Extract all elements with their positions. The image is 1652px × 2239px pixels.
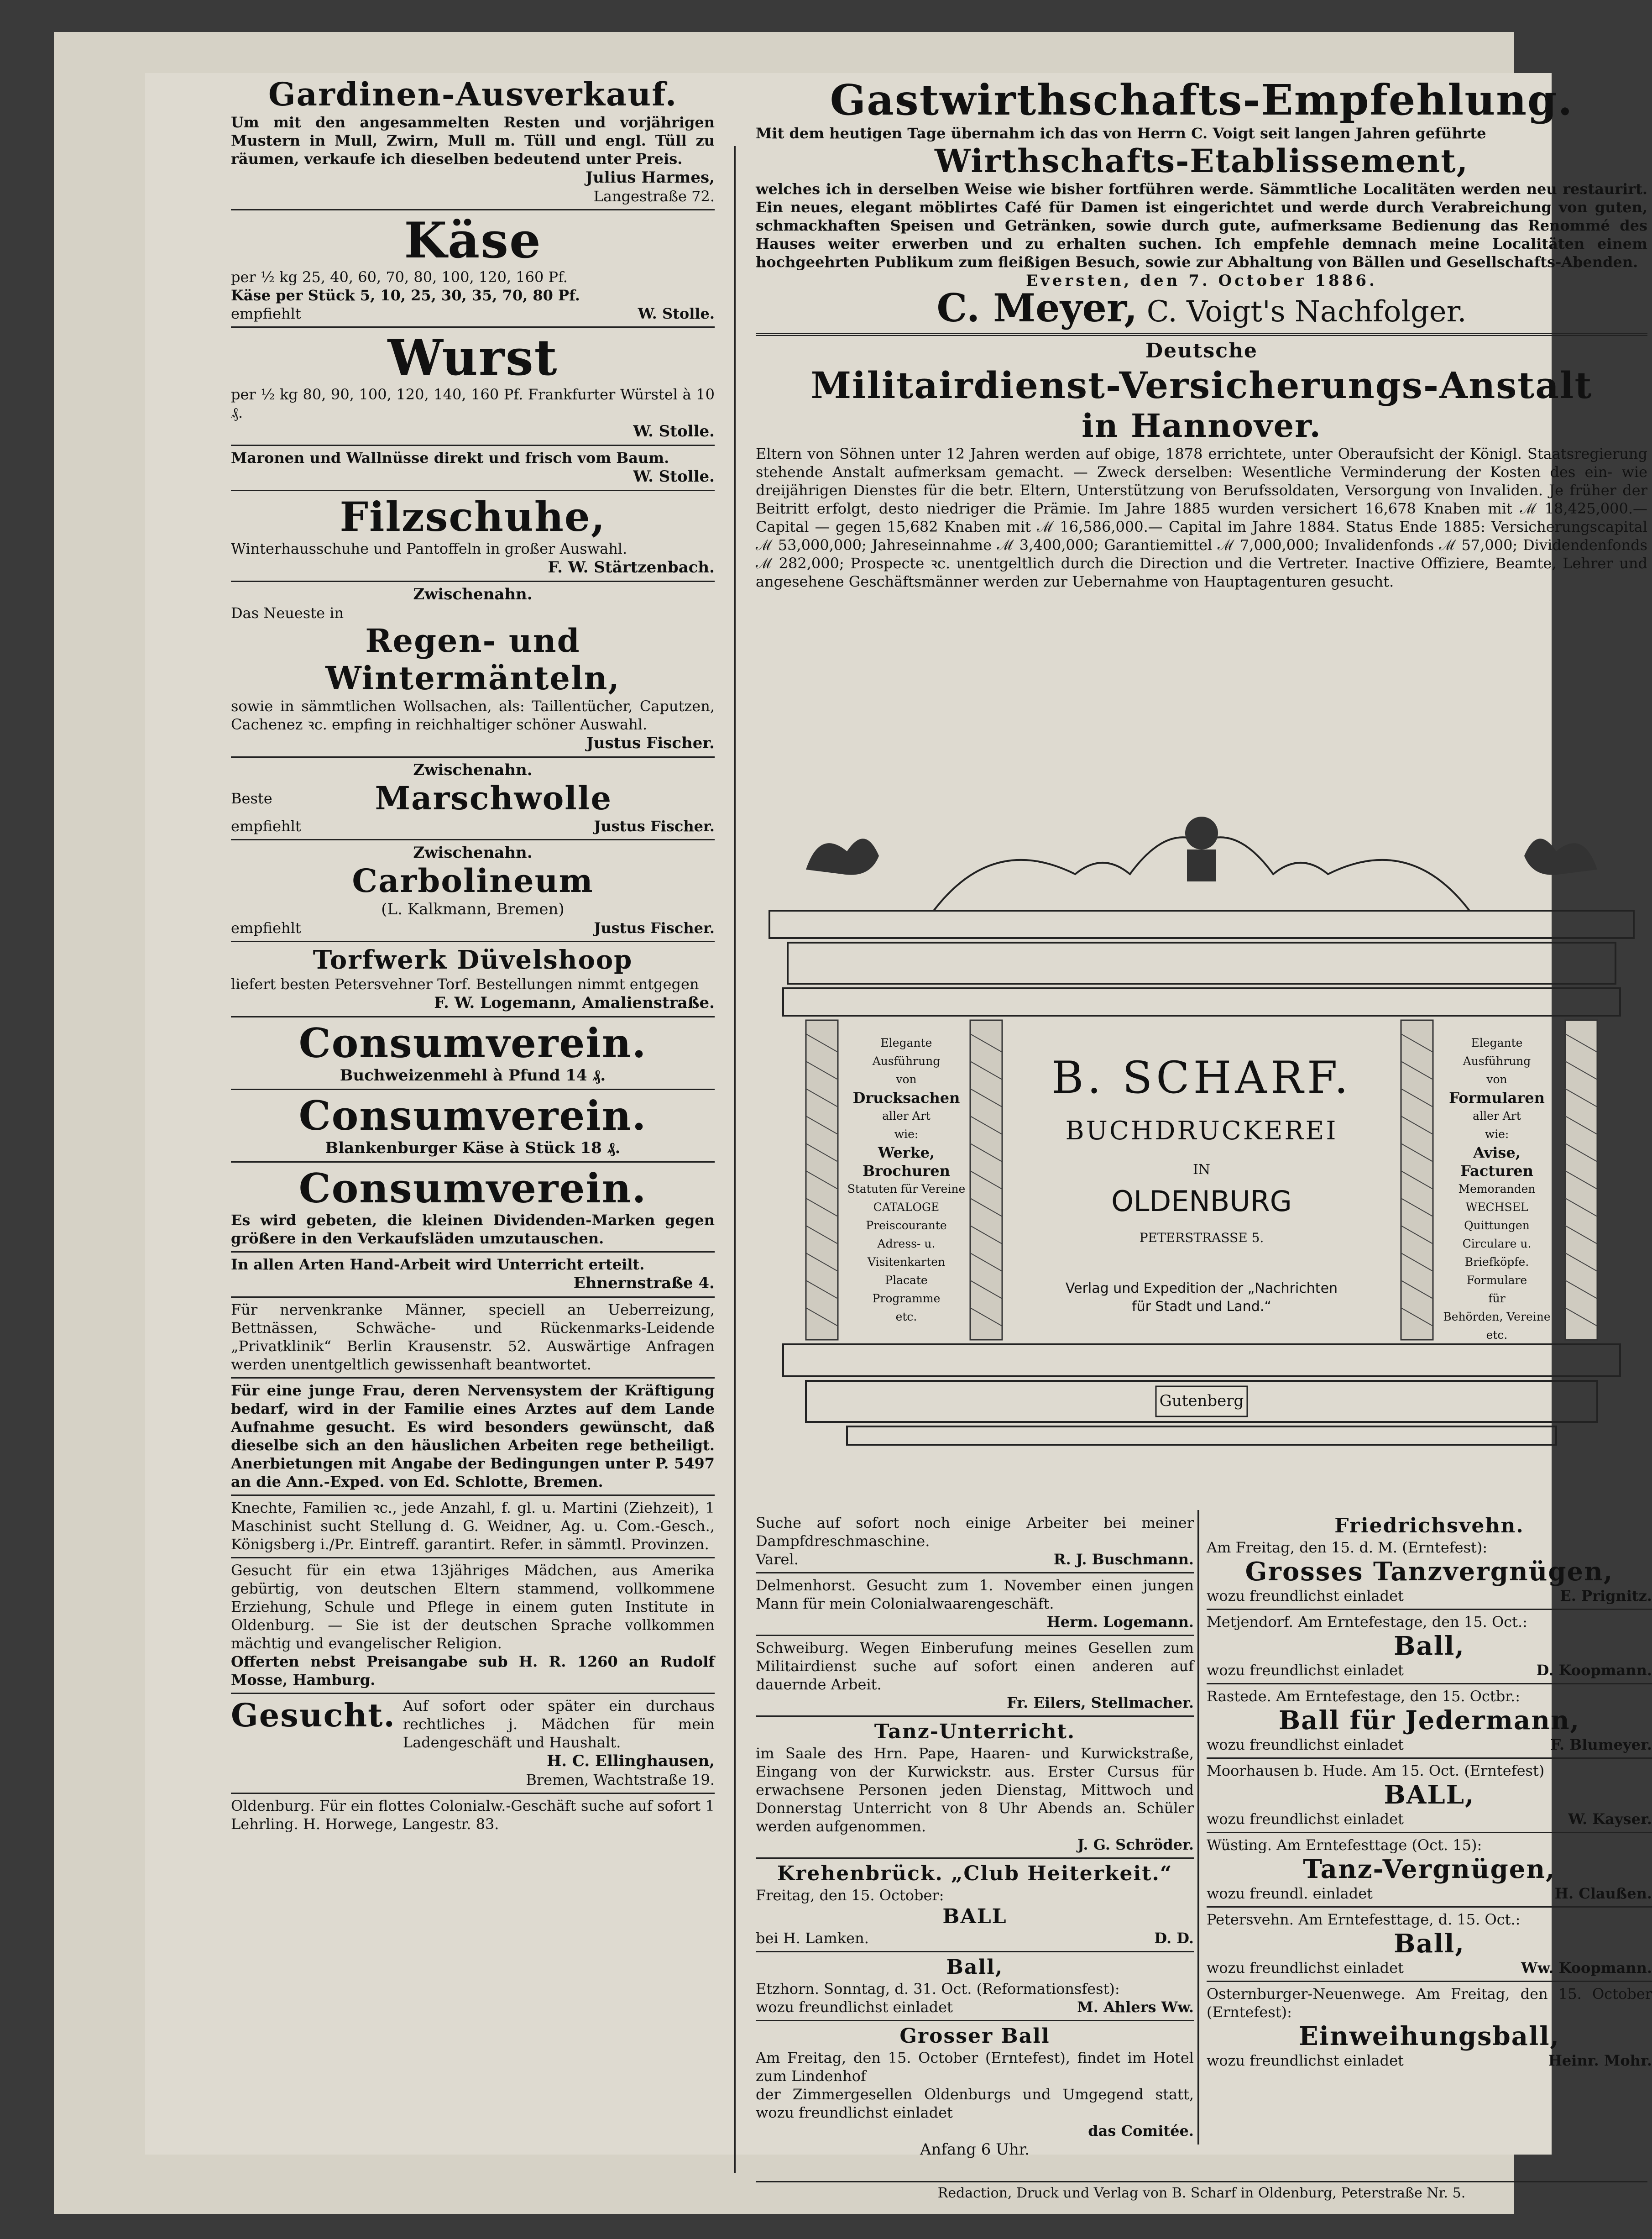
lower-left-column — [756, 1511, 1194, 2163]
ad-sub: (L. Kalkmann, Bremen) — [381, 900, 565, 918]
ad-signer: W. Kayser. — [1568, 1810, 1652, 1828]
ad-body: Moorhausen b. Hude. Am 15. Oct. (Erntefest) — [1207, 1762, 1545, 1779]
ad-label: Beste — [231, 790, 272, 807]
service-item: Formulare — [1466, 1274, 1527, 1287]
ad-label: empfiehlt — [231, 818, 301, 835]
ad-headline: Ball, — [1394, 1631, 1465, 1661]
ad-body: welches ich in derselben Weise wie bisher fortführen werde. Sämmtliche Localitäten werden neu restaurirt. Ein neues, elegant möblirtes Café für Damen ist eingerichtet und werde durch Verabreichung von guten, schmackhaften Speisen und Getränken, sowie durch gute, aufmerksame Bedienung das Renommé des Hauses weiter erwerben und zu erhalten suchen. Ich empfehle demnach meine Localitäten einem hochgeehrten Publikum zum fleißigen Besuch, sowie zur Abhaltung von Bällen und Gesellschafts-Abenden. — [756, 180, 1647, 271]
ad-title: Grosser Ball — [899, 2024, 1050, 2048]
ad-headline: Tanz-Vergnügen, — [1303, 1854, 1556, 1884]
ad-signer: D. D. — [1154, 1930, 1194, 1947]
ad-body-2: der Zimmergesellen Oldenburgs und Umgegend statt, wozu freundlichst einladet — [756, 2086, 1194, 2121]
left-column — [231, 73, 715, 1837]
ad-body: per ½ kg 80, 90, 100, 120, 140, 160 Pf. Frankfurter Würstel à 10 ₰. — [231, 386, 715, 421]
ad-maedchen — [231, 1558, 715, 1694]
ad-signer-rest: C. Voigt's Nachfolger. — [1146, 295, 1467, 329]
ad-signer: F. Blumeyer. — [1550, 1736, 1652, 1753]
service-item: etc. — [895, 1310, 917, 1323]
ad-label: wozu freundlichst einladet — [1207, 1810, 1404, 1828]
ad-signer: das Comitée. — [1088, 2122, 1194, 2139]
ad-signer: Ehnernstraße 4. — [573, 1274, 715, 1292]
column-rule — [1197, 1510, 1199, 2145]
ad-body: Oldenburg. Für ein flottes Colonialw.-Geschäft suche auf sofort 1 Lehrling. H. Horwege, Langestr. 83. — [231, 1797, 715, 1833]
ad-headline: Grosses Tanzvergnügen, — [1245, 1557, 1614, 1587]
ad-notice — [756, 1952, 1194, 2021]
ad-body: Rastede. Am Erntefestage, den 15. Octbr.: — [1207, 1688, 1520, 1705]
ad-ball: BALL — [942, 1905, 1007, 1928]
ad-signer: C. Meyer, — [936, 285, 1138, 330]
ad-signer: Ww. Koopmann. — [1521, 1959, 1652, 1977]
ad-signature-row — [1207, 1736, 1652, 1754]
imprint: Redaction, Druck und Verlag von B. Scharf in Oldenburg, Peterstraße Nr. 5. — [756, 2181, 1647, 2201]
ad-label: wozu freundlichst einladet — [1207, 1662, 1404, 1679]
service-item: von — [1486, 1073, 1507, 1086]
ad-notice — [1207, 1511, 1652, 1610]
ad-notice — [1207, 1833, 1652, 1908]
left-service-list — [847, 1034, 966, 1326]
service-item: wie: — [1485, 1127, 1509, 1141]
ad-intro: Mit dem heutigen Tage übernahm ich das von Herrn C. Voigt seit langen Jahren geführte — [756, 125, 1486, 142]
ad-title: Torfwerk Düvelshoop — [313, 945, 633, 975]
printer-trade: BUCHDRUCKEREI — [1065, 1116, 1338, 1146]
ad-offer: Offerten nebst Preisangabe sub H. R. 1260 an Rudolf Mosse, Hamburg. — [231, 1653, 715, 1688]
ad-title: Regen- und Wintermänteln, — [325, 622, 620, 697]
column-rule — [734, 146, 736, 2173]
ad-body: im Saale des Hrn. Pape, Haaren- und Kurwickstraße, Eingang von der Kurwickstr. aus. Erster Cursus für erwachsene Personen jeden Dienstag, Mittwoch und Donnerstag Unterricht von 8 Uhr Abends an. Schüler werden aufgenommen. — [756, 1745, 1194, 1835]
ad-title: Käse — [404, 212, 542, 269]
ad-kaese — [231, 210, 715, 328]
ad-place: Zwischenahn. — [413, 761, 533, 779]
service-item: von — [896, 1073, 917, 1086]
ad-signer: J. G. Schröder. — [1077, 1836, 1194, 1853]
ad-pretitle: Deutsche — [1145, 339, 1258, 362]
service-item: CATALOGE — [873, 1201, 940, 1214]
ad-signature-row — [1207, 1661, 1652, 1679]
ad-notice — [756, 1573, 1194, 1636]
ad-signature-row — [1207, 1959, 1652, 1977]
ad-body: Am Freitag, den 15. d. M. (Erntefest): — [1207, 1539, 1488, 1556]
ad-signature-row — [756, 1694, 1194, 1712]
ad-line: Käse per Stück 5, 10, 25, 30, 35, 70, 80 Pf. — [231, 287, 580, 304]
page-body — [145, 73, 1652, 2201]
newspaper-page — [54, 32, 1652, 2214]
printer-in: IN — [1192, 1162, 1211, 1178]
ad-signature-row — [1207, 1884, 1652, 1903]
ad-signer: W. Stolle. — [633, 467, 715, 486]
ad-notice — [1207, 1908, 1652, 1982]
service-item: Circulare u. Briefköpfe. — [1462, 1237, 1532, 1269]
service-item: Memoranden — [1458, 1182, 1536, 1196]
ad-title: Gesucht. — [231, 1696, 396, 1734]
ad-label: empfiehlt — [231, 305, 301, 322]
ad-filzschuhe — [231, 491, 715, 582]
ad-body: Wüsting. Am Erntefesttage (Oct. 15): — [1207, 1836, 1482, 1854]
ad-body: Metjendorf. Am Erntefestage, den 15. Oct.: — [1207, 1613, 1527, 1631]
ad-label: wozu freundlichst einladet — [1207, 1587, 1404, 1605]
ad-body: Maronen und Wallnüsse direkt und frisch vom Baum. — [231, 449, 669, 467]
ad-signer: E. Prignitz. — [1560, 1587, 1652, 1605]
ad-signer: Julius Harmes, — [586, 168, 715, 187]
ad-body: Delmenhorst. Gesucht zum 1. November einen jungen Mann für mein Colonialwaarengeschäft. — [756, 1577, 1194, 1612]
ad-knechte — [231, 1496, 715, 1558]
service-item: Quittungen — [1464, 1219, 1530, 1232]
ad-body: Freitag, den 15. October: — [756, 1887, 944, 1904]
ad-title: Militairdienst-Versicherungs-Anstalt — [810, 364, 1593, 407]
ad-body: Blankenburger Käse à Stück 18 ₰. — [325, 1139, 621, 1157]
ad-body: Für eine junge Frau, deren Nervensystem der Kräftigung bedarf, wird in der Familie eines Arztes auf dem Lande Aufnahme gesucht. Es wird besonders gewünscht, daß dieselbe sich an den häuslichen Arbeiten rege betheiligt. Anerbietungen mit Angabe der Bedingungen unter P. 5497 an die Ann.-Exped. von Ed. Schlotte, Bremen. — [231, 1382, 715, 1490]
service-item: aller Art — [882, 1109, 931, 1122]
ad-signer: H. C. Ellinghausen, — [547, 1752, 715, 1770]
griffin-right-icon — [1524, 839, 1597, 875]
ad-body: Buchweizenmehl à Pfund 14 ₰. — [340, 1066, 606, 1085]
ad-signer: W. Stolle. — [638, 305, 715, 322]
griffin-left-icon — [806, 839, 879, 875]
plaque-label: Gutenberg — [1159, 1392, 1244, 1410]
ad-title: Gardinen-Ausverkauf. — [268, 75, 678, 113]
ad-signature-row — [756, 1835, 1194, 1854]
main-column — [756, 73, 1647, 594]
ad-label: wozu freundlichst einladet — [1207, 1959, 1404, 1977]
ad-label: wozu freundlichst einladet — [756, 1998, 953, 2016]
service-item: wie: — [894, 1127, 919, 1141]
ad-title: Tanz-Unterricht. — [874, 1720, 1076, 1743]
ad-notice — [1207, 1759, 1652, 1833]
right-service-list — [1438, 1034, 1556, 1344]
service-item: Formularen — [1449, 1089, 1545, 1106]
ad-title: Krehenbrück. „Club Heiterkeit.“ — [777, 1862, 1173, 1885]
service-item: aller Art — [1473, 1109, 1521, 1122]
ad-body: sowie in sämmtlichen Wollsachen, als: Taillentücher, Caputzen, Cachenez ꝛc. empfing in reichhaltiger schöner Auswahl. — [231, 697, 715, 733]
ad-signer: Herm. Logemann. — [1046, 1613, 1194, 1631]
ad-title: Ball, — [946, 1956, 1004, 1979]
service-item: etc. — [1486, 1328, 1508, 1342]
ad-signature-row — [756, 1550, 1194, 1568]
ad-title: Gastwirthschafts-Empfehlung. — [830, 75, 1574, 125]
printer-city: OLDENBURG — [1111, 1185, 1292, 1218]
ad-signer: M. Ahlers Ww. — [1077, 1998, 1194, 2016]
ad-headline: Einweihungsball, — [1298, 2021, 1560, 2051]
ad-consumverein-3 — [231, 1163, 715, 1253]
ad-headline: BALL, — [1384, 1780, 1475, 1810]
ad-title: Consumverein. — [298, 1164, 647, 1212]
ad-signature-row — [1207, 1587, 1652, 1605]
service-item: Avise, Facturen — [1460, 1144, 1533, 1180]
service-item: für — [1488, 1292, 1506, 1305]
ad-body: Eltern von Söhnen unter 12 Jahren werden auf obige, 1878 errichtete, unter Oberaufsicht der Königl. Staatsregierung stehende Anstalt aufmerksam gemacht. — Zweck derselben: Wesentliche Verminderung der Kosten des ein- wie dreijährigen Dienstes für die betr. Eltern, Unterstützung von Berufssoldaten, Versorgung von Invaliden. Je früher der Beitritt erfolgt, desto niedriger die Prämie. Im Jahre 1885 wurden versichert 16,678 Knaben mit ℳ 18,425,000.— Capital — gegen 15,682 Knaben mit ℳ 16,586,000.— Capital im Jahre 1884. Status Ende 1885: Versicherungscapital ℳ 53,000,000; Jahreseinnahme ℳ 3,400,000; Garantiemittel ℳ 7,000,000; Invalidenfonds ℳ 57,000; Dividendenfonds ℳ 282,000; Prospecte ꝛc. unentgeltlich durch die Direction und die Vertreter. Inactive Offiziere, Beamte, Lehrer und angesehene Geschäftsmänner werden zur Uebernahme von Hauptagenturen gesucht. — [756, 445, 1647, 590]
ad-title: Carbolineum — [352, 862, 594, 900]
ad-body: Gesucht für ein etwa 13jähriges Mädchen, aus Amerika gebürtig, von deutschen Eltern stammend, vollkommene Erziehung, Schule und Pflege in einem guten Institute in Oldenburg. — Sie ist der deutschen Sprache vollkommen mächtig und evangelischer Religion. — [231, 1562, 715, 1652]
ad-carbolineum — [231, 840, 715, 942]
ad-gardinen — [231, 73, 715, 210]
ad-signature-row — [756, 1998, 1194, 2016]
ad-time: Anfang 6 Uhr. — [920, 2140, 1030, 2159]
ad-body: Winterhausschuhe und Pantoffeln in großer Auswahl. — [231, 540, 627, 557]
ad-notice — [756, 1511, 1194, 1573]
ad-torfwerk — [231, 942, 715, 1017]
lower-right-column — [1207, 1511, 1652, 2073]
ad-title: Marschwolle — [375, 779, 612, 817]
ad-body: Auf sofort oder später ein durchaus rechtliches j. Mädchen für mein Ladengeschäft und Haushalt. — [403, 1697, 715, 1751]
ad-body: Schweiburg. Wegen Einberufung meines Gesellen zum Militairdienst suche auf sofort einen anderen auf dauernde Arbeit. — [756, 1639, 1194, 1693]
ad-consumverein-2 — [231, 1090, 715, 1163]
printer-name: B. SCHARF. — [1051, 1052, 1352, 1103]
service-item: Elegante Ausführung — [872, 1036, 941, 1068]
ad-body: Osternburger-Neuenwege. Am Freitag, den 15. October (Erntefest): — [1207, 1985, 1652, 2021]
ad-junge-frau — [231, 1379, 715, 1496]
ad-notice — [756, 1636, 1194, 1717]
ad-regen — [231, 582, 715, 758]
ad-body: Um mit den angesammelten Resten und vorjährigen Mustern in Mull, Zwirn, Mull m. Tüll und engl. Tüll zu räumen, verkaufe ich dieselben bedeutend unter Preis. — [231, 114, 715, 168]
ad-body: Etzhorn. Sonntag, d. 31. Oct. (Reformationsfest): — [756, 1980, 1120, 1998]
printer-street: PETERSTRASSE 5. — [1139, 1230, 1264, 1245]
ad-signer: Justus Fischer. — [586, 734, 715, 752]
ad-signature-row — [756, 1929, 1194, 1947]
ad-intro: Das Neueste in — [231, 604, 344, 622]
ad-date: Eversten, den 7. October 1886. — [1026, 272, 1377, 290]
ad-place: in Hannover. — [1082, 407, 1322, 445]
ad-wurst — [231, 328, 715, 446]
ad-place: Zwischenahn. — [413, 585, 533, 603]
scharf-banner — [756, 806, 1647, 1481]
service-item: Programme — [872, 1292, 941, 1305]
service-item: Placate — [885, 1274, 928, 1287]
ad-gastwirthschaft — [756, 73, 1647, 336]
ad-signature-row — [1207, 2051, 1652, 2070]
ad-body: Für nervenkranke Männer, speciell an Ueberreizung, Bettnässen, Schwäche- und Rückenmarks-Leidende „Privatklinik“ Berlin Krausenstr. 52. Auswärtige Anfragen werden unentgeltlich gewissenhaft beantwortet. — [231, 1301, 715, 1373]
ad-notice — [756, 2021, 1194, 2163]
service-item: Drucksachen — [852, 1089, 960, 1106]
ad-body: Am Freitag, den 15. October (Erntefest), findet im Hotel zum Lindenhof — [756, 2049, 1194, 2085]
printer-verlag: Verlag und Expedition der „Nachrichten — [1065, 1280, 1338, 1296]
ad-notice — [1207, 1684, 1652, 1759]
service-item: Adress- u. Visitenkarten — [867, 1237, 946, 1269]
ad-address: Langestraße 72. — [593, 188, 715, 205]
ad-signer: W. Stolle. — [633, 422, 715, 440]
ad-notice — [756, 1717, 1194, 1859]
ad-signature-row — [756, 1613, 1194, 1631]
ad-label: Varel. — [756, 1551, 799, 1568]
ad-label: wozu freundl. einladet — [1207, 1885, 1373, 1902]
ad-signature-row — [756, 2122, 1194, 2140]
ad-line: per ½ kg 25, 40, 60, 70, 80, 100, 120, 160 Pf. — [231, 268, 568, 286]
ad-signer: H. Claußen. — [1554, 1885, 1652, 1902]
ad-notice — [1207, 1610, 1652, 1684]
ad-signer: Heinr. Mohr. — [1548, 2052, 1652, 2069]
ad-notice — [756, 1859, 1194, 1952]
ad-headline: Ball, — [1394, 1929, 1465, 1959]
ad-signer: Justus Fischer. — [594, 818, 715, 835]
ad-body: Suche auf sofort noch einige Arbeiter bei meiner Dampfdreschmaschine. — [756, 1514, 1194, 1550]
ad-place: Zwischenahn. — [413, 844, 533, 862]
ad-body: Knechte, Familien ꝛc., jede Anzahl, f. gl. u. Martini (Ziehzeit), 1 Maschinist sucht Stellung d. G. Weidner, Ag. u. Com.-Gesch., Königsberg i./Pr. Eintreff. garantirt. Refer. in sämmtl. Provinzen. — [231, 1499, 715, 1553]
ad-label: bei H. Lamken. — [756, 1930, 869, 1947]
ad-notice — [1207, 1982, 1652, 2073]
ad-title: Friedrichsvehn. — [1334, 1514, 1524, 1537]
ad-title: Wurst — [387, 329, 558, 387]
ad-signer: D. Koopmann. — [1536, 1662, 1652, 1679]
ad-signature-row — [1207, 1810, 1652, 1828]
service-item: Behörden, Vereine — [1443, 1310, 1551, 1323]
ad-title: Consumverein. — [298, 1092, 647, 1139]
ad-body: Petersvehn. Am Erntefesttage, d. 15. Oct.: — [1207, 1911, 1521, 1928]
service-item: WECHSEL — [1465, 1201, 1528, 1214]
printer-verlag-2: für Stadt und Land.“ — [1132, 1299, 1271, 1315]
ad-headline: Ball für Jedermann, — [1278, 1705, 1580, 1736]
ad-title: Consumverein. — [298, 1019, 647, 1067]
ad-signer: F. W. Logemann, Amalienstraße. — [434, 994, 715, 1012]
ad-nervenkranke — [231, 1298, 715, 1379]
ad-label: wozu freundlichst einladet — [1207, 1736, 1404, 1753]
service-item: Statuten für Vereine — [847, 1182, 966, 1196]
bust-icon — [1185, 817, 1218, 849]
ad-marschwolle — [231, 758, 715, 840]
ad-signer: F. W. Stärtzenbach. — [548, 558, 715, 577]
ad-subtitle: Wirthschafts-Etablissement, — [934, 142, 1469, 180]
ad-label: empfiehlt — [231, 919, 301, 937]
ad-handarbeit — [231, 1253, 715, 1298]
ad-address: Bremen, Wachtstraße 19. — [526, 1771, 715, 1788]
ad-militairdienst — [756, 336, 1647, 594]
ad-body: Es wird gebeten, die kleinen Dividenden-Marken gegen größere in den Verkaufsläden umzutauschen. — [231, 1211, 715, 1247]
service-item: Preiscourante — [866, 1219, 947, 1232]
ad-signer: R. J. Buschmann. — [1053, 1551, 1194, 1568]
ad-label: wozu freundlichst einladet — [1207, 2052, 1404, 2069]
service-item: Elegante Ausführung — [1463, 1036, 1531, 1068]
ad-title: Filzschuhe, — [340, 493, 606, 540]
service-item: Werke, Brochuren — [863, 1144, 950, 1180]
ad-lehrling — [231, 1794, 715, 1837]
ad-signer: Fr. Eilers, Stellmacher. — [1007, 1694, 1194, 1711]
ad-gesucht — [231, 1694, 715, 1794]
ad-body: liefert besten Petersvehner Torf. Bestellungen nimmt entgegen — [231, 975, 699, 993]
ad-consumverein-1 — [231, 1017, 715, 1090]
ad-body: In allen Arten Hand-Arbeit wird Unterricht erteilt. — [231, 1256, 645, 1273]
ad-maronen — [231, 446, 715, 491]
ad-signer: Justus Fischer. — [594, 919, 715, 937]
